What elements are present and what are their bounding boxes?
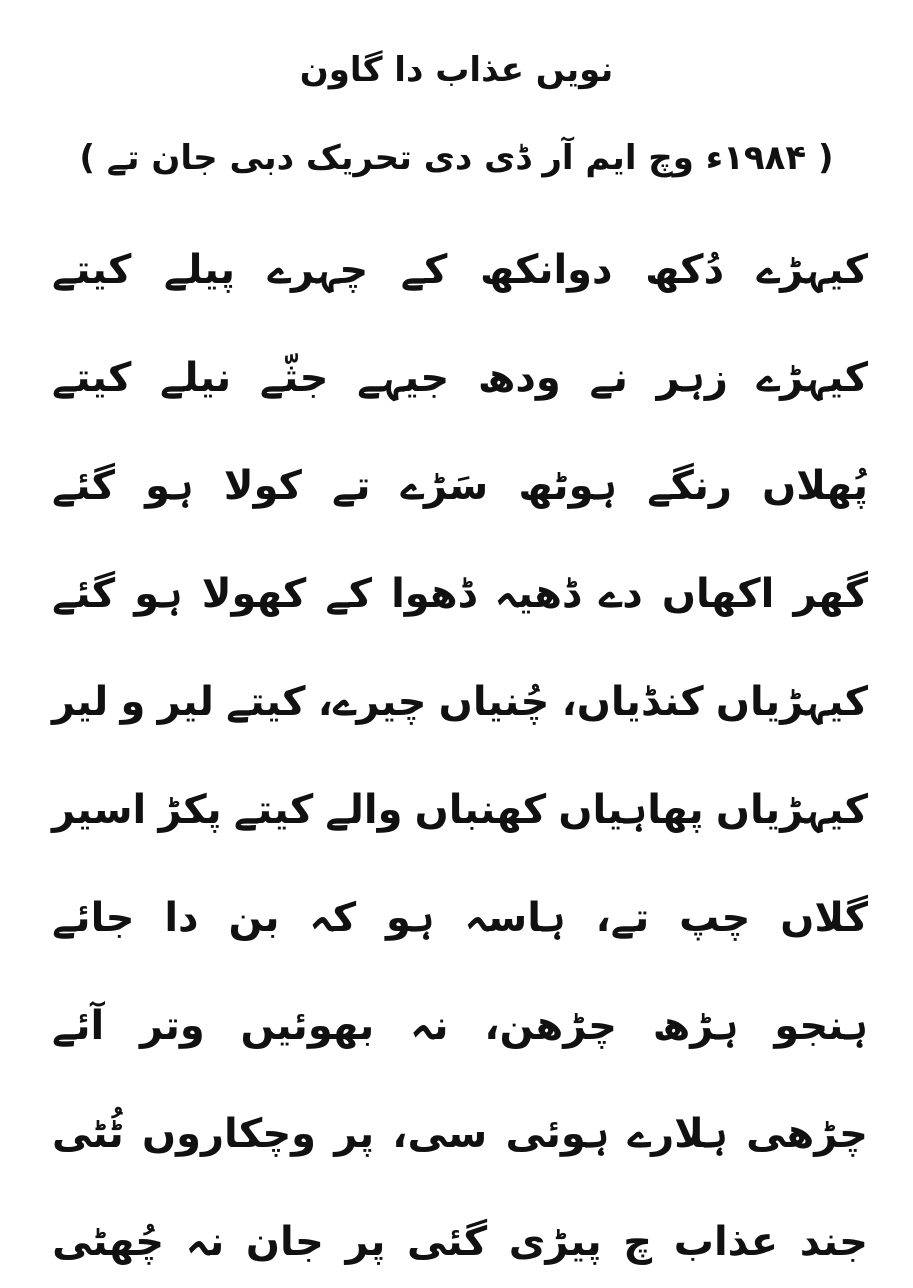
poem-word: نیلے [160,355,232,401]
poem-word: چ [623,1219,653,1265]
poem-word: کولا [223,463,302,509]
poem-word: نے [589,355,628,401]
poem-word: گلاں [780,895,868,941]
poem-word: چُنیاں [438,679,550,725]
poem-word: عذاب [673,1219,779,1265]
poem-word: لیر [52,679,109,725]
poem-word: وچکاروں [142,1111,317,1157]
poem-word: چڑھن، [484,1003,617,1049]
poem-word: ڈھیہ [494,571,580,617]
poem-word: کیتے [52,355,132,401]
poem-line [52,224,868,316]
poem-word: ہاسہ [464,895,566,941]
poem-word: تے [332,463,371,509]
poem-word: دوانکھ [479,247,613,293]
poem-word: دا [164,895,199,941]
poem-word: رنگے [647,463,732,509]
poem-word: کھولا [201,571,307,617]
poem-line [52,764,868,856]
poem-word: سَڑے [400,463,489,509]
poem-word: کیتے [233,787,314,833]
poem-word: نہ [185,1219,225,1265]
poem-word: پکڑ [158,787,222,833]
poem-word: سی، [392,1111,488,1157]
poem-word: ہنجو [774,1003,868,1049]
poem-word: کیتے [52,247,132,293]
poem-word: ہو [145,463,194,509]
poem-line [52,1196,868,1288]
poem-word: کیہڑیاں [715,679,868,725]
poem-word: چہرے [267,247,369,293]
poem-word: و [120,679,146,725]
poem-word: ہلارے [627,1111,728,1157]
poem-title: نویں عذاب دا گاون [299,50,614,90]
poem-word: جان [245,1219,324,1265]
poem-word: چُھٹی [52,1219,165,1265]
poem-word: والے [325,787,403,833]
poem-word: دے [598,571,643,617]
poem-word: کے [400,247,448,293]
poem-word: چیرے، [317,679,427,725]
poem-word: پر [334,1111,375,1157]
poem-word: دُکھ [645,247,725,293]
poem-word: ہوئی [505,1111,610,1157]
poem-word: اکھاں [661,571,775,617]
poem-word: گئی [407,1219,488,1265]
poem-line [52,656,868,748]
poem-word: ہڑھ [652,1003,739,1049]
poem-word: گئے [52,571,116,617]
poem-word: ودھ [477,355,561,401]
poem-word: تے، [595,895,650,941]
poem-word: کیہڑیاں [715,787,868,833]
poem-subtitle: ( ۱۹۸۴ء وچ ایم آر ڈی دی تحریک دبی جان تے ) [79,138,834,178]
poem-word: چڑھی [746,1111,868,1157]
poem-word: ہوٹھ [518,463,618,509]
poem-word: نہ [410,1003,449,1049]
poem-word: گئے [52,463,116,509]
poem-word: پر [345,1219,386,1265]
poem-word: لیر [157,679,214,725]
poem-word: جثّے [259,355,329,401]
poem-word: آئے [52,1003,105,1049]
poem-word: ہو [386,895,435,941]
poem-line [52,332,868,424]
poem-word: بھوئیں [240,1003,375,1049]
poem-word: چپ [679,895,751,941]
poem-word: وتر [139,1003,205,1049]
poem-word: کے [325,571,373,617]
poem-line [52,548,868,640]
poem-word: پھاہیاں [558,787,704,833]
poem-word: بن [228,895,280,941]
poem-word: کنڈیاں، [561,679,704,725]
poem-word: زہر [656,355,728,401]
poem-word: اسیر [52,787,147,833]
poem-line [52,1088,868,1180]
poem-word: ڈھوا [391,571,476,617]
poem-word: ٹُٹی [52,1111,124,1157]
poem-word: پیلے [163,247,236,293]
poem-word: کھنباں [414,787,547,833]
poem-line [52,440,868,532]
poem-line [52,980,868,1072]
poem-word: جیہے [357,355,450,401]
poem-line [52,872,868,964]
poem-word: کیتے [226,679,306,725]
poem-word: کیہڑے [756,247,868,293]
poem-word: جند [799,1219,868,1265]
poem-word: پیڑی [508,1219,602,1265]
poem-word: ہو [134,571,183,617]
poem-word: گھر [793,571,868,617]
poem-word: کہ [309,895,357,941]
poem-word: پُھلاں [762,463,868,509]
poem-word: جائے [52,895,135,941]
poem-word: کیہڑے [756,355,868,401]
